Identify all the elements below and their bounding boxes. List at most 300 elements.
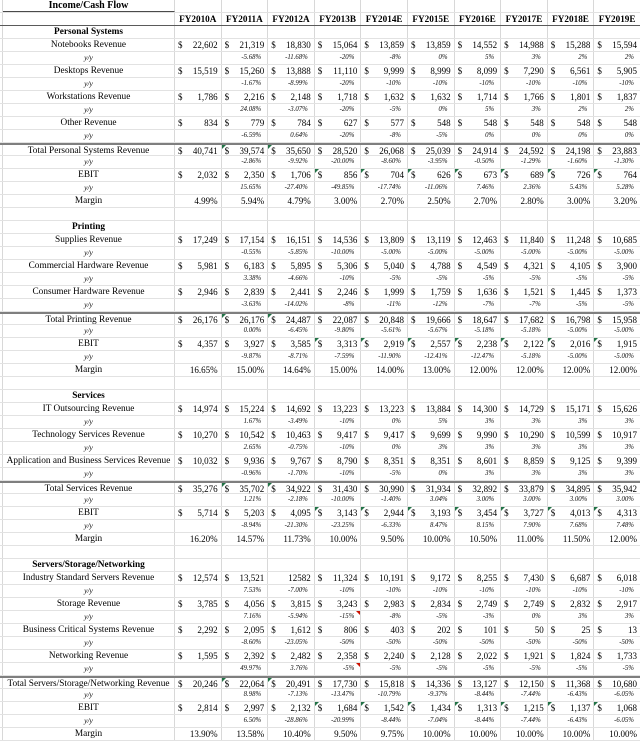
yoy-pct-cell[interactable] — [175, 273, 222, 285]
money-cell[interactable] — [548, 572, 595, 584]
yoy-pct-cell[interactable]: -20% — [315, 78, 362, 90]
money-cell[interactable] — [361, 338, 408, 350]
empty-cell[interactable] — [501, 559, 548, 571]
money-cell[interactable] — [361, 65, 408, 77]
yoy-pct-cell[interactable]: -1.60% — [548, 156, 595, 168]
money-cell[interactable] — [548, 338, 595, 350]
money-cell[interactable] — [222, 169, 269, 181]
yoy-pct-cell[interactable]: -5.00% — [614, 327, 634, 334]
margin-pct-cell[interactable]: 10.50% — [455, 533, 502, 545]
money-cell[interactable] — [455, 678, 502, 688]
yoy-pct-cell[interactable]: -23.25% — [315, 520, 362, 532]
yoy-pct-cell[interactable]: -8% — [315, 299, 362, 311]
money-cell[interactable] — [501, 91, 548, 103]
money-cell[interactable] — [501, 624, 548, 636]
sheet-title[interactable]: Income/Cash Flow — [3, 0, 175, 12]
row-label[interactable]: Business Critical Systems Revenue — [3, 624, 175, 636]
empty-cell[interactable] — [408, 377, 455, 389]
yoy-pct-cell[interactable]: 3% — [624, 418, 634, 425]
empty-cell[interactable] — [408, 221, 455, 233]
money-cell[interactable] — [455, 65, 502, 77]
yoy-pct-cell[interactable]: 3% — [501, 416, 548, 428]
money-cell[interactable] — [455, 624, 502, 636]
yoy-pct-cell[interactable]: -8.60% — [361, 156, 408, 168]
money-cell[interactable] — [594, 455, 640, 467]
money-cell[interactable] — [315, 286, 362, 298]
yoy-pct-cell[interactable]: -50% — [501, 637, 548, 649]
money-cell[interactable] — [222, 624, 269, 636]
yoy-pct-cell[interactable]: -5% — [361, 104, 408, 116]
yoy-pct-cell[interactable]: -2.86% — [222, 156, 269, 168]
empty-cell[interactable] — [175, 221, 222, 233]
yoy-pct-cell[interactable]: -6.45% — [268, 325, 315, 337]
row-label[interactable] — [3, 208, 175, 220]
money-cell[interactable] — [455, 598, 502, 610]
yoy-pct-cell[interactable]: -7% — [501, 299, 548, 311]
money-cell[interactable] — [175, 702, 222, 714]
empty-cell[interactable] — [315, 377, 362, 389]
money-cell[interactable] — [268, 483, 315, 493]
margin-pct-cell[interactable]: 3.00% — [315, 195, 362, 207]
yoy-pct-cell[interactable] — [175, 156, 222, 168]
money-cell[interactable] — [501, 507, 548, 519]
money-cell[interactable] — [455, 507, 502, 519]
money-cell[interactable] — [268, 624, 315, 636]
row-label[interactable]: y/y — [3, 247, 175, 259]
yoy-pct-cell[interactable]: 0% — [624, 132, 634, 139]
money-cell[interactable] — [315, 598, 362, 610]
yoy-pct-cell[interactable] — [175, 130, 222, 142]
yoy-pct-cell[interactable]: 3.00% — [616, 496, 634, 503]
money-cell[interactable] — [408, 702, 455, 714]
yoy-pct-cell[interactable]: 0% — [548, 130, 595, 142]
yoy-pct-cell[interactable]: -10% — [315, 442, 362, 454]
yoy-pct-cell[interactable]: 2% — [548, 104, 595, 116]
money-cell[interactable] — [501, 403, 548, 415]
yoy-pct-cell[interactable]: -10% — [315, 273, 362, 285]
yoy-pct-cell[interactable]: 24.08% — [222, 104, 269, 116]
empty-cell[interactable] — [175, 0, 222, 12]
row-label[interactable]: y/y — [3, 299, 175, 311]
yoy-pct-cell[interactable]: -6.59% — [222, 130, 269, 142]
money-cell[interactable] — [222, 286, 269, 298]
yoy-pct-cell[interactable]: -6.33% — [361, 520, 408, 532]
row-label[interactable]: y/y — [3, 52, 175, 64]
yoy-pct-cell[interactable] — [175, 351, 222, 363]
yoy-pct-cell[interactable]: 15.65% — [222, 182, 269, 194]
yoy-pct-cell[interactable]: -5% — [548, 273, 595, 285]
row-label[interactable]: Networking Revenue — [3, 650, 175, 662]
money-cell[interactable] — [501, 314, 548, 324]
yoy-pct-cell[interactable] — [175, 663, 222, 675]
money-cell[interactable] — [594, 314, 640, 324]
empty-cell[interactable] — [361, 0, 408, 12]
row-label[interactable]: Margin — [3, 195, 175, 207]
yoy-pct-cell[interactable]: 3.76% — [268, 663, 315, 675]
yoy-pct-cell[interactable]: -1.30% — [614, 158, 634, 165]
yoy-pct-cell[interactable]: -10% — [361, 78, 408, 90]
money-cell[interactable] — [268, 39, 315, 51]
yoy-pct-cell[interactable]: 3% — [455, 416, 502, 428]
margin-pct-cell[interactable]: 10.40% — [268, 728, 315, 740]
empty-cell[interactable] — [594, 26, 640, 38]
yoy-pct-cell[interactable] — [175, 416, 222, 428]
empty-cell[interactable] — [175, 208, 222, 220]
section-label[interactable]: Services — [3, 390, 175, 402]
yoy-pct-cell[interactable]: -3.95% — [408, 156, 455, 168]
money-cell[interactable] — [222, 145, 269, 155]
yoy-pct-cell[interactable]: 3% — [501, 468, 548, 480]
yoy-pct-cell[interactable]: -5% — [501, 663, 548, 675]
money-cell[interactable] — [315, 483, 362, 493]
money-cell[interactable] — [222, 572, 269, 584]
yoy-pct-cell[interactable] — [175, 104, 222, 116]
row-label[interactable]: y/y — [3, 663, 175, 675]
empty-cell[interactable] — [315, 26, 362, 38]
money-cell[interactable] — [222, 702, 269, 714]
empty-cell[interactable] — [222, 546, 269, 558]
column-header[interactable]: FY2019E — [598, 14, 636, 24]
money-cell[interactable] — [268, 117, 315, 129]
money-cell[interactable] — [594, 678, 640, 688]
yoy-pct-cell[interactable]: -5% — [361, 468, 408, 480]
yoy-pct-cell[interactable]: 3% — [624, 470, 634, 477]
yoy-pct-cell[interactable]: 3% — [501, 52, 548, 64]
yoy-pct-cell[interactable]: -1.67% — [222, 78, 269, 90]
money-cell[interactable] — [501, 338, 548, 350]
money-cell[interactable] — [548, 234, 595, 246]
column-header[interactable]: FY2016E — [455, 13, 502, 25]
yoy-pct-cell[interactable]: -7.44% — [501, 715, 548, 727]
yoy-pct-cell[interactable]: -5.00% — [501, 247, 548, 259]
empty-cell[interactable] — [268, 546, 315, 558]
money-cell[interactable] — [175, 483, 222, 493]
yoy-pct-cell[interactable]: 0% — [361, 442, 408, 454]
yoy-pct-cell[interactable] — [175, 494, 222, 506]
empty-cell[interactable] — [594, 546, 640, 558]
margin-pct-cell[interactable]: 9.75% — [361, 728, 408, 740]
empty-cell[interactable] — [408, 546, 455, 558]
yoy-pct-cell[interactable]: 0% — [408, 104, 455, 116]
empty-cell[interactable] — [175, 377, 222, 389]
yoy-pct-cell[interactable]: -6.05% — [614, 717, 634, 724]
yoy-pct-cell[interactable]: -5.85% — [268, 247, 315, 259]
column-header[interactable]: FY2015E — [408, 13, 455, 25]
empty-cell[interactable] — [175, 26, 222, 38]
margin-pct-cell[interactable]: 2.70% — [455, 195, 502, 207]
money-cell[interactable] — [548, 260, 595, 272]
money-cell[interactable] — [175, 169, 222, 181]
yoy-pct-cell[interactable]: -5% — [622, 275, 634, 282]
yoy-pct-cell[interactable]: -6.05% — [614, 691, 634, 698]
empty-cell[interactable] — [408, 26, 455, 38]
money-cell[interactable] — [361, 314, 408, 324]
yoy-pct-cell[interactable]: 0% — [408, 468, 455, 480]
yoy-pct-cell[interactable]: -5% — [408, 611, 455, 623]
money-cell[interactable] — [548, 314, 595, 324]
money-cell[interactable] — [222, 483, 269, 493]
yoy-pct-cell[interactable]: -8% — [361, 130, 408, 142]
money-cell[interactable] — [175, 429, 222, 441]
margin-pct-cell[interactable]: 16.65% — [175, 364, 222, 376]
empty-cell[interactable] — [175, 559, 222, 571]
money-cell[interactable] — [175, 260, 222, 272]
yoy-pct-cell[interactable]: 0.00% — [222, 325, 269, 337]
money-cell[interactable] — [361, 678, 408, 688]
yoy-pct-cell[interactable]: -11% — [361, 299, 408, 311]
money-cell[interactable] — [501, 429, 548, 441]
yoy-pct-cell[interactable]: 5% — [455, 52, 502, 64]
empty-cell[interactable] — [548, 377, 595, 389]
yoy-pct-cell[interactable]: -20.99% — [315, 715, 362, 727]
margin-pct-cell[interactable]: 9.50% — [361, 533, 408, 545]
margin-pct-cell[interactable]: 4.79% — [268, 195, 315, 207]
empty-cell[interactable] — [548, 221, 595, 233]
money-cell[interactable] — [408, 455, 455, 467]
yoy-pct-cell[interactable]: -0.50% — [455, 156, 502, 168]
money-cell[interactable] — [315, 234, 362, 246]
yoy-pct-cell[interactable] — [175, 325, 222, 337]
yoy-pct-cell[interactable]: 7.16% — [222, 611, 269, 623]
money-cell[interactable] — [175, 650, 222, 662]
money-cell[interactable] — [408, 117, 455, 129]
yoy-pct-cell[interactable]: -5.94% — [268, 611, 315, 623]
empty-cell[interactable] — [548, 559, 595, 571]
yoy-pct-cell[interactable]: -15% — [315, 611, 362, 623]
yoy-pct-cell[interactable]: 8.98% — [222, 689, 269, 701]
yoy-pct-cell[interactable]: -5% — [622, 301, 634, 308]
empty-cell[interactable] — [455, 0, 502, 12]
yoy-pct-cell[interactable]: -5.00% — [614, 249, 634, 256]
row-label[interactable]: IT Outsourcing Revenue — [3, 403, 175, 415]
row-label[interactable]: y/y — [3, 351, 175, 363]
money-cell[interactable] — [268, 403, 315, 415]
row-label[interactable]: y/y — [3, 325, 175, 337]
yoy-pct-cell[interactable]: -50% — [408, 637, 455, 649]
money-cell[interactable] — [315, 455, 362, 467]
yoy-pct-cell[interactable]: 3% — [624, 444, 634, 451]
yoy-pct-cell[interactable]: -12.47% — [455, 351, 502, 363]
money-cell[interactable] — [594, 507, 640, 519]
empty-cell[interactable] — [408, 559, 455, 571]
money-cell[interactable] — [268, 314, 315, 324]
money-cell[interactable] — [501, 117, 548, 129]
yoy-pct-cell[interactable]: -5% — [501, 273, 548, 285]
margin-pct-cell[interactable]: 10.00% — [408, 533, 455, 545]
yoy-pct-cell[interactable]: -5.00% — [548, 325, 595, 337]
money-cell[interactable] — [268, 169, 315, 181]
row-label[interactable]: Consumer Hardware Revenue — [3, 286, 175, 298]
money-cell[interactable] — [222, 117, 269, 129]
yoy-pct-cell[interactable]: 0.64% — [268, 130, 315, 142]
money-cell[interactable] — [268, 650, 315, 662]
money-cell[interactable] — [315, 145, 362, 155]
empty-cell[interactable] — [315, 221, 362, 233]
money-cell[interactable] — [361, 572, 408, 584]
money-cell[interactable] — [548, 507, 595, 519]
money-cell[interactable] — [361, 507, 408, 519]
empty-cell[interactable] — [594, 559, 640, 571]
yoy-pct-cell[interactable]: 5.43% — [548, 182, 595, 194]
yoy-pct-cell[interactable]: -10% — [408, 585, 455, 597]
row-label[interactable]: Total Servers/Storage/Networking Revenue — [3, 678, 175, 688]
yoy-pct-cell[interactable]: -10% — [501, 78, 548, 90]
yoy-pct-cell[interactable]: 0% — [455, 130, 502, 142]
empty-cell[interactable] — [501, 390, 548, 402]
money-cell[interactable] — [548, 169, 595, 181]
yoy-pct-cell[interactable]: -20% — [315, 104, 362, 116]
money-cell[interactable] — [548, 483, 595, 493]
row-label[interactable]: y/y — [3, 585, 175, 597]
money-cell[interactable] — [455, 314, 502, 324]
money-cell[interactable] — [175, 145, 222, 155]
money-cell[interactable] — [548, 65, 595, 77]
money-cell[interactable] — [175, 234, 222, 246]
yoy-pct-cell[interactable]: -9.92% — [268, 156, 315, 168]
yoy-pct-cell[interactable]: 5.28% — [616, 184, 634, 191]
yoy-pct-cell[interactable]: -8.99% — [268, 78, 315, 90]
money-cell[interactable] — [455, 39, 502, 51]
empty-cell[interactable] — [455, 26, 502, 38]
yoy-pct-cell[interactable]: 0% — [408, 52, 455, 64]
yoy-pct-cell[interactable]: 0% — [501, 130, 548, 142]
empty-cell[interactable] — [455, 390, 502, 402]
money-cell[interactable] — [361, 117, 408, 129]
money-cell[interactable] — [501, 702, 548, 714]
money-cell[interactable] — [594, 624, 640, 636]
money-cell[interactable] — [222, 650, 269, 662]
yoy-pct-cell[interactable]: 3.00% — [501, 494, 548, 506]
empty-cell[interactable] — [455, 546, 502, 558]
empty-cell[interactable] — [315, 390, 362, 402]
empty-cell[interactable] — [501, 546, 548, 558]
yoy-pct-cell[interactable]: -21.30% — [268, 520, 315, 532]
empty-cell[interactable] — [548, 0, 595, 12]
money-cell[interactable] — [222, 455, 269, 467]
money-cell[interactable] — [408, 624, 455, 636]
section-label[interactable]: Servers/Storage/Networking — [3, 559, 175, 571]
money-cell[interactable] — [455, 702, 502, 714]
empty-cell[interactable] — [548, 390, 595, 402]
money-cell[interactable] — [175, 338, 222, 350]
row-label[interactable]: y/y — [3, 156, 175, 168]
yoy-pct-cell[interactable] — [175, 182, 222, 194]
money-cell[interactable] — [361, 145, 408, 155]
row-label[interactable]: Total Services Revenue — [3, 483, 175, 493]
money-cell[interactable] — [222, 234, 269, 246]
money-cell[interactable] — [548, 702, 595, 714]
money-cell[interactable] — [361, 483, 408, 493]
money-cell[interactable] — [315, 39, 362, 51]
money-cell[interactable] — [175, 598, 222, 610]
money-cell[interactable] — [594, 338, 640, 350]
yoy-pct-cell[interactable]: -9.87% — [222, 351, 269, 363]
money-cell[interactable] — [594, 702, 640, 714]
yoy-pct-cell[interactable]: -50% — [455, 637, 502, 649]
yoy-pct-cell[interactable]: -8.60% — [222, 637, 269, 649]
money-cell[interactable] — [361, 286, 408, 298]
money-cell[interactable] — [268, 572, 315, 584]
yoy-pct-cell[interactable]: -11.68% — [268, 52, 315, 64]
money-cell[interactable] — [594, 65, 640, 77]
yoy-pct-cell[interactable]: 0% — [361, 416, 408, 428]
money-cell[interactable] — [548, 598, 595, 610]
yoy-pct-cell[interactable]: 3% — [501, 442, 548, 454]
money-cell[interactable] — [501, 169, 548, 181]
row-label[interactable]: y/y — [3, 182, 175, 194]
money-cell[interactable] — [315, 572, 362, 584]
money-cell[interactable] — [175, 403, 222, 415]
yoy-pct-cell[interactable]: -0.96% — [222, 468, 269, 480]
yoy-pct-cell[interactable]: -7.04% — [408, 715, 455, 727]
yoy-pct-cell[interactable]: -20% — [315, 130, 362, 142]
yoy-pct-cell[interactable] — [175, 637, 222, 649]
empty-cell[interactable] — [315, 559, 362, 571]
yoy-pct-cell[interactable]: -5.00% — [361, 247, 408, 259]
yoy-pct-cell[interactable]: -10% — [619, 80, 634, 87]
money-cell[interactable] — [594, 429, 640, 441]
yoy-pct-cell[interactable]: -5% — [361, 273, 408, 285]
yoy-pct-cell[interactable]: -10% — [619, 587, 634, 594]
row-label[interactable]: Margin — [3, 728, 175, 740]
money-cell[interactable] — [175, 314, 222, 324]
yoy-pct-cell[interactable]: -1.70% — [268, 468, 315, 480]
yoy-pct-cell[interactable]: 49.97% — [222, 663, 269, 675]
yoy-pct-cell[interactable]: -12% — [408, 299, 455, 311]
yoy-pct-cell[interactable]: -5% — [315, 663, 362, 675]
money-cell[interactable] — [548, 286, 595, 298]
money-cell[interactable] — [408, 403, 455, 415]
money-cell[interactable] — [222, 314, 269, 324]
row-label[interactable]: y/y — [3, 689, 175, 701]
money-cell[interactable] — [501, 572, 548, 584]
yoy-pct-cell[interactable]: 2.36% — [501, 182, 548, 194]
empty-cell[interactable] — [222, 221, 269, 233]
yoy-pct-cell[interactable]: -14.02% — [268, 299, 315, 311]
yoy-pct-cell[interactable]: -27.40% — [268, 182, 315, 194]
empty-cell[interactable] — [501, 221, 548, 233]
margin-pct-cell[interactable]: 9.50% — [315, 728, 362, 740]
empty-cell[interactable] — [455, 559, 502, 571]
row-label[interactable]: y/y — [3, 468, 175, 480]
margin-pct-cell[interactable]: 10.00% — [609, 729, 637, 739]
row-label[interactable]: y/y — [3, 520, 175, 532]
money-cell[interactable] — [315, 624, 362, 636]
money-cell[interactable] — [361, 169, 408, 181]
money-cell[interactable] — [408, 169, 455, 181]
yoy-pct-cell[interactable]: 3% — [408, 442, 455, 454]
money-cell[interactable] — [548, 429, 595, 441]
yoy-pct-cell[interactable]: -10% — [408, 78, 455, 90]
yoy-pct-cell[interactable]: -23.05% — [268, 637, 315, 649]
yoy-pct-cell[interactable]: -8% — [361, 52, 408, 64]
money-cell[interactable] — [408, 429, 455, 441]
yoy-pct-cell[interactable] — [175, 520, 222, 532]
yoy-pct-cell[interactable]: -1.40% — [361, 494, 408, 506]
yoy-pct-cell[interactable]: -10% — [315, 416, 362, 428]
yoy-pct-cell[interactable]: -8.44% — [455, 689, 502, 701]
margin-pct-cell[interactable]: 14.57% — [222, 533, 269, 545]
column-header[interactable]: FY2013B — [315, 13, 362, 25]
money-cell[interactable] — [361, 91, 408, 103]
row-label[interactable]: Industry Standard Servers Revenue — [3, 572, 175, 584]
money-cell[interactable] — [594, 91, 640, 103]
yoy-pct-cell[interactable]: 3.04% — [408, 494, 455, 506]
empty-cell[interactable] — [222, 26, 269, 38]
money-cell[interactable] — [548, 403, 595, 415]
money-cell[interactable] — [408, 678, 455, 688]
yoy-pct-cell[interactable]: 3% — [548, 468, 595, 480]
